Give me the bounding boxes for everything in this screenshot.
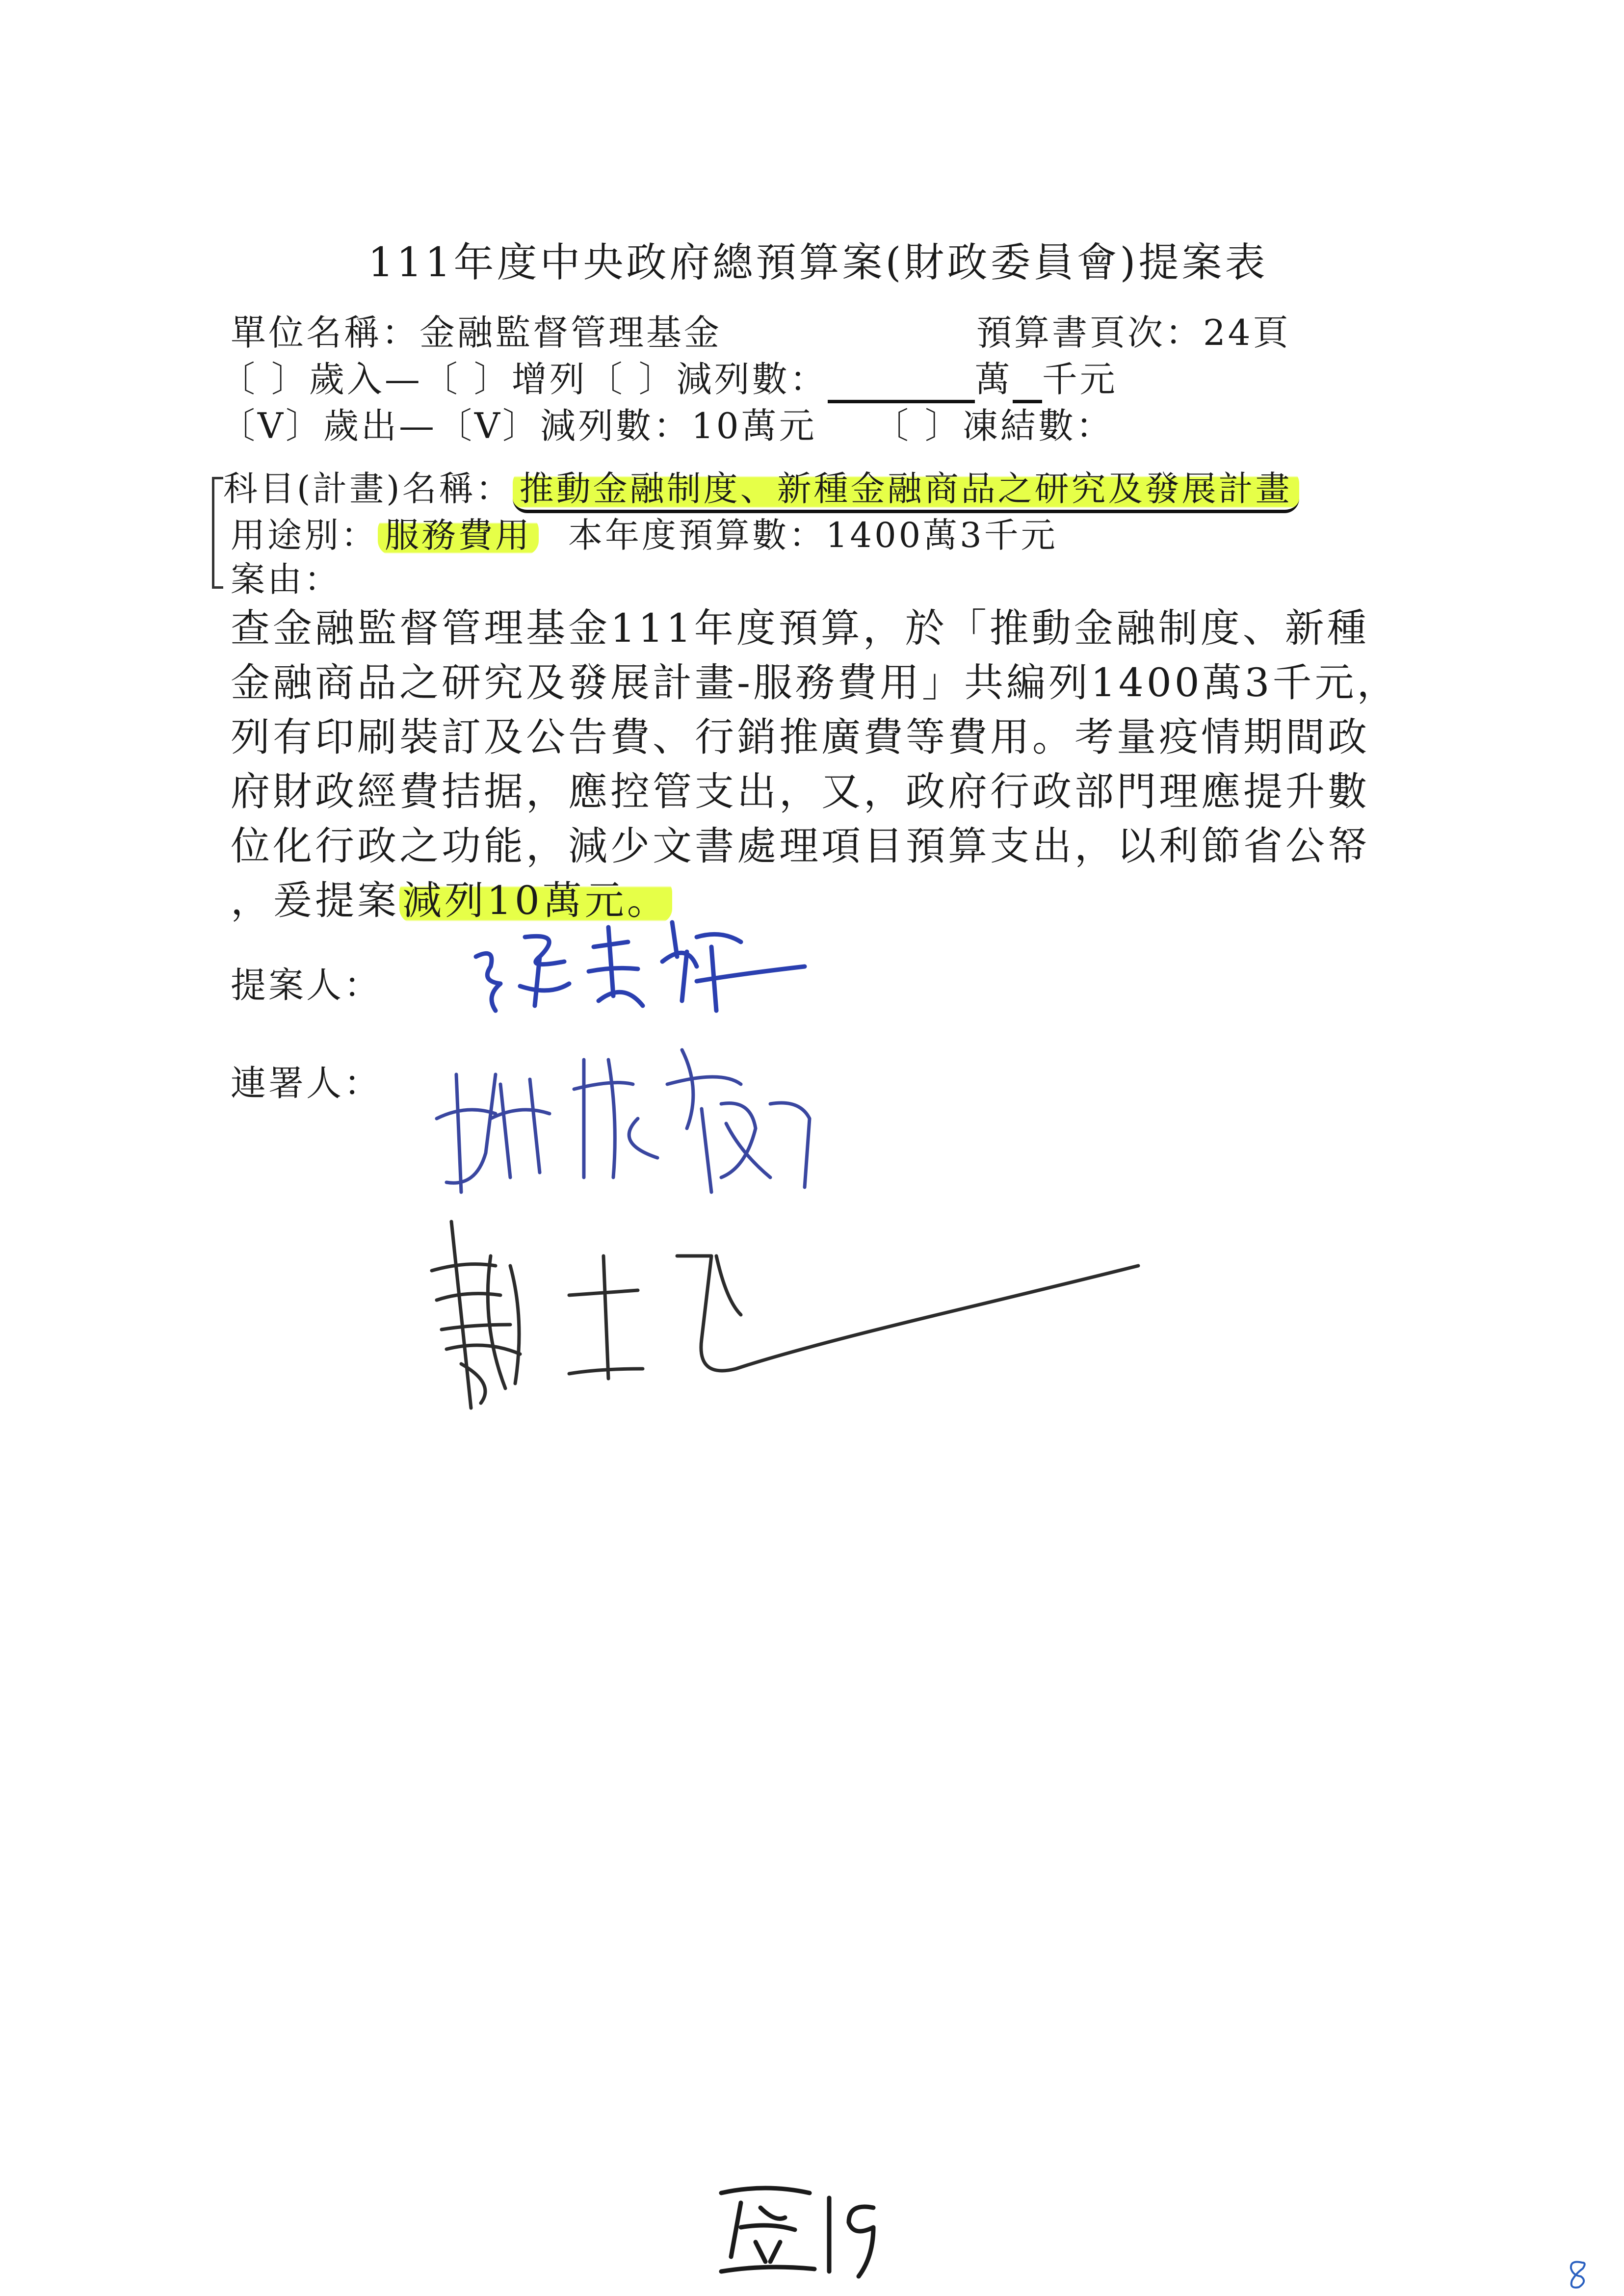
proposer-signature [466, 883, 839, 1030]
proposer-label: 提案人： [231, 965, 382, 1006]
body-line-3: 列有印刷裝訂及公告費、行銷推廣費等費用。考量疫情期間政 [231, 714, 1370, 760]
reason-body [231, 601, 1408, 928]
income-wan-blank [828, 359, 975, 403]
use-line [231, 508, 1058, 557]
subject-value: 推動金融制度、新種金融商品之研究及發展計畫 [513, 469, 1299, 513]
cosigner-label: 連署人： [231, 1063, 382, 1104]
body-line-5: 位化行政之功能，減少文書處理項目預算支出，以利節省公帑 [231, 823, 1370, 869]
stamp-annotation [711, 2173, 888, 2281]
reason-label: 案由： [231, 559, 341, 600]
page-number-mark [1560, 2257, 1595, 2291]
reduction-highlight: 減列10萬元。 [399, 878, 672, 923]
body-last-prefix: ，爰提案 [231, 878, 399, 923]
unit-label: 單位名稱： [231, 312, 420, 353]
subject-bracket [212, 477, 223, 589]
subject-label: 科目(計畫)名稱： [223, 469, 513, 509]
cosigner-signature-1 [427, 1030, 859, 1226]
income-label: 〔 〕歲入—〔 〕增列〔 〕減列數： [220, 359, 828, 400]
income-line [220, 351, 1118, 403]
body-line-1: 查金融監督管理基金111年度預算，於「推動金融制度、新種 [231, 605, 1369, 651]
annual-budget: 本年度預算數：1400萬3千元 [568, 515, 1058, 555]
income-qian: 千元 [1042, 359, 1118, 400]
subject-line [223, 461, 1299, 511]
unit-value: 金融監督管理基金 [419, 312, 722, 353]
cosigner-signature-2 [422, 1202, 1168, 1423]
income-wan: 萬 [974, 359, 1013, 400]
body-line-2: 金融商品之研究及發展計畫-服務費用」共編列1400萬3千元， [231, 660, 1399, 705]
expense-line: 〔V〕歲出—〔V〕減列數：10萬元 [220, 405, 817, 446]
form-title: 111年度中央政府總預算案(財政委員會)提案表 [368, 239, 1268, 286]
unit-line [231, 304, 722, 355]
use-value: 服務費用 [378, 515, 539, 555]
body-line-4: 府財政經費拮据，應控管支出，又，政府行政部門理應提升數 [231, 769, 1370, 814]
use-label: 用途別： [231, 515, 378, 555]
income-qian-blank [1013, 359, 1042, 403]
page-reference: 預算書頁次：24頁 [976, 312, 1291, 353]
freeze-line: 〔 〕凍結數： [873, 405, 1114, 446]
